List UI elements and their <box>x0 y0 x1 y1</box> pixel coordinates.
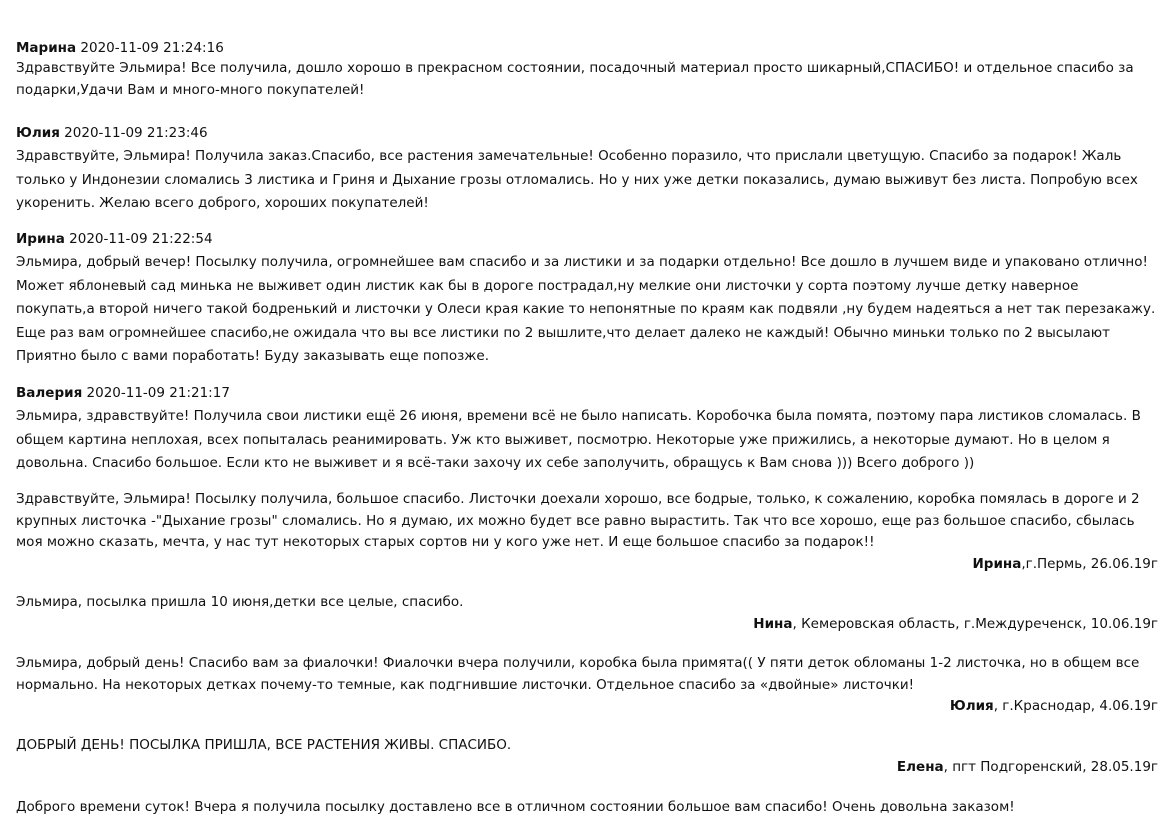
review-signature <box>16 614 1158 635</box>
review-author: Ирина <box>972 555 1022 572</box>
review-item <box>16 123 1158 216</box>
review-signature <box>16 757 1158 778</box>
review-author: Юлия <box>16 125 60 141</box>
review-item <box>16 797 1158 819</box>
review-item <box>16 383 1158 476</box>
review-text: Здравствуйте, Эльмира! Получила заказ.Спасибо, все растения замечательные! Особенно поразило, что прислали цветущую. Спасибо за подарок! Жаль только у Индонезии сломались 3 листика и Гриня и Дыхание грозы отломались. Но у них уже детки показались, думаю выживут без листа. Попробую всех укоренить. Желаю всего доброго, хороших покупателей! <box>16 148 1138 212</box>
review-location-date: , Кемеровская область, г.Междуреченск, 10.06.19г <box>792 615 1158 632</box>
review-text: Здравствуйте, Эльмира! Посылку получила, большое спасибо. Листочки доехали хорошо, все бодрые, только, к сожалению, коробка помялась в дороге и 2 крупных листочка -"Дыхание грозы" сломались. Но я думаю, их можно будет все равно вырастить. Так что все хорошо, еще раз большое спасибо, сбылась моя можно сказать, мечта, у нас тут некоторых старых сортов ни у кого уже нет. И еще большое спасибо за подарок!! <box>16 491 1140 551</box>
review-header <box>16 38 1158 58</box>
review-date: 2020-11-09 21:21:17 <box>86 385 230 401</box>
review-location-date: ,г.Пермь, 26.06.19г <box>1021 555 1158 572</box>
review-author: Ирина <box>16 231 65 247</box>
review-text: Эльмира, добрый вечер! Посылку получила, огромнейшее вам спасибо и за листики и за подарки отдельно! Все дошло в лучшем виде и упаковано отлично! Может яблоневый сад минька не выживет один листик как бы в дороге пострадал,ну мелкие они листочки у сорта поэтому лучше детку наверное покупать,а второй ничего такой бодренький и листочки у Олеси края какие то непонятные по краям как подвяли ,ну будем надеяться а нет так перезакажу. Еще раз вам огромнейшее спасибо,не ожидала что вы все листики по 2 вышлите,что делает далеко не каждый! Обычно миньки только по 2 высылают Приятно было с вами поработать! Буду заказывать еще попозже. <box>16 254 1156 365</box>
review-text: Эльмира, добрый день! Спасибо вам за фиалочки! Фиалочки вчера получили, коробка была примята(( У пяти деток обломаны 1-2 листочка, но в общем все нормально. На некоторых детках почему-то темные, как подгнившие листочки. Отдельное спасибо за «двойные» листочки! <box>16 655 1140 693</box>
review-author: Валерия <box>16 385 83 401</box>
review-item <box>16 489 1158 575</box>
review-signature <box>16 554 1158 575</box>
review-text: Эльмира, посылка пришла 10 июня,детки все целые, спасибо. <box>16 594 464 610</box>
review-date: 2020-11-09 21:22:54 <box>69 231 213 247</box>
review-text: Эльмира, здравствуйте! Получила свои листики ещё 26 июня, времени всё не было написать. Коробочка была помята, поэтому пара листиков сломалась. В общем картина неплохая, всех попыталась реанимировать. Уж кто выживет, посмотрю. Некоторые уже прижились, а некоторые думают. Но в целом я довольна. Спасибо большое. Если кто не выживет и я всё-таки захочу их себе заполучить, обращусь к Вам снова ))) Всего доброго )) <box>16 408 1141 472</box>
review-author: Марина <box>16 40 77 56</box>
review-header <box>16 123 1158 143</box>
review-header <box>16 383 1158 403</box>
review-author: Нина <box>753 615 793 632</box>
review-date: 2020-11-09 21:23:46 <box>64 125 208 141</box>
review-author: Елена <box>896 758 944 775</box>
review-item <box>16 229 1158 369</box>
review-item <box>16 38 1158 101</box>
review-item <box>16 735 1158 778</box>
review-author: Юлия <box>949 698 994 715</box>
review-text: Здравствуйте Эльмира! Все получила, дошло хорошо в прекрасном состоянии, посадочный материал просто шикарный,СПАСИБО! и отдельное спасибо за подарки,Удачи Вам и много-много покупателей! <box>16 60 1134 98</box>
review-location-date: , г.Краснодар, 4.06.19г <box>993 698 1158 715</box>
review-item <box>16 653 1158 717</box>
review-text: Доброго времени суток! Вчера я получила посылку доставлено все в отличном состоянии большое вам спасибо! Очень довольна заказом! <box>16 799 1015 815</box>
review-location-date: , пгт Подгоренский, 28.05.19г <box>943 758 1158 775</box>
review-date: 2020-11-09 21:24:16 <box>80 40 224 56</box>
review-item <box>16 592 1158 635</box>
review-signature <box>16 696 1158 717</box>
review-header <box>16 229 1158 249</box>
review-text: ДОБРЫЙ ДЕНЬ! ПОСЫЛКА ПРИШЛА, ВСЕ РАСТЕНИЯ ЖИВЫ. СПАСИБО. <box>16 737 512 753</box>
